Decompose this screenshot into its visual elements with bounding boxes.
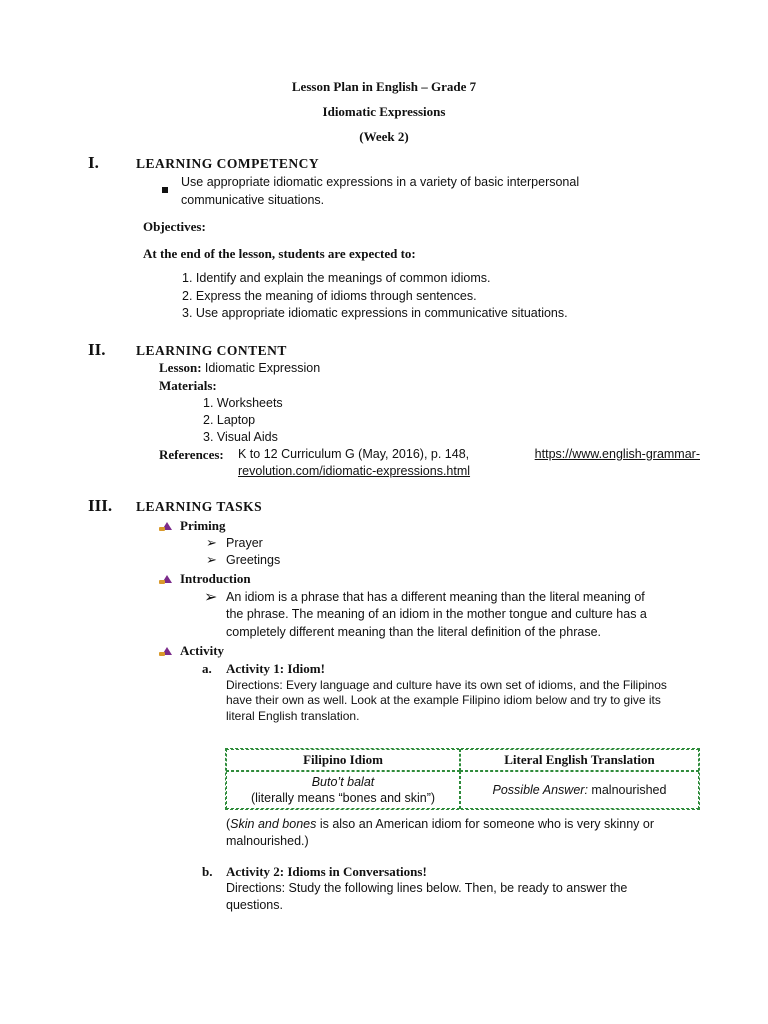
translation-cell: [460, 771, 699, 809]
references-label: References:: [159, 447, 224, 462]
note-paren: (: [226, 817, 231, 831]
table-header-literal-translation: Literal English Translation: [460, 749, 699, 771]
section-3-number: III.: [88, 496, 113, 515]
section-3-heading: LEARNING TASKS: [136, 499, 263, 514]
lesson-title: Lesson Plan in English – Grade 7: [291, 79, 477, 94]
references-text: K to 12 Curriculum G (May, 2016), p. 148,: [238, 447, 470, 461]
idiom-note: (literally means “bones and skin”): [250, 791, 436, 805]
activity-label: Activity: [180, 643, 225, 658]
priming-item: Prayer: [226, 536, 263, 550]
lesson-value: Idiomatic Expression: [204, 361, 321, 375]
references-link-continued[interactable]: revolution.com/idiomatic-expressions.html: [238, 464, 471, 478]
objectives-intro: At the end of the lesson, students are expected to:: [143, 246, 416, 261]
pin-bullet-icon: [159, 520, 170, 536]
material-item: 2. Laptop: [203, 413, 256, 427]
activity-a-directions-2: have their own as well. Look at the example Filipino idiom below and try to give its: [226, 693, 661, 707]
intro-line-1: An idiom is a phrase that has a different meaning than the literal meaning of: [226, 590, 645, 604]
pin-bullet-icon: [159, 573, 170, 589]
priming-label: Priming: [180, 518, 226, 533]
material-item: 1. Worksheets: [203, 396, 283, 410]
note-line-2: malnourished.): [226, 834, 309, 848]
lesson-row: [159, 360, 320, 376]
objectives-label: Objectives:: [143, 219, 206, 234]
materials-label: Materials:: [159, 378, 217, 393]
arrow-bullet-icon: ➢: [204, 589, 218, 606]
intro-line-3: completely different meaning than the literal definition of the phrase.: [226, 625, 601, 639]
pin-bullet-icon: [159, 645, 170, 661]
idiom-cell: [226, 771, 460, 809]
references-line-2: [238, 464, 470, 478]
activity-b-directions-2: questions.: [226, 898, 283, 912]
note-rest: is also an American idiom for someone who is very skinny or: [316, 817, 654, 831]
priming-item: Greetings: [226, 553, 281, 567]
idiom-text: Buto’t balat: [311, 775, 375, 789]
idiom-table: [225, 748, 700, 810]
lesson-topic: Idiomatic Expressions: [322, 104, 446, 119]
note-italic: Skin and bones: [230, 817, 317, 831]
activity-b-title: Activity 2: Idioms in Conversations!: [226, 864, 427, 879]
note-line-1: [226, 817, 700, 831]
lesson-week: (Week 2): [359, 129, 409, 144]
references-link[interactable]: https://www.english-grammar-: [534, 447, 700, 461]
section-2-heading: LEARNING CONTENT: [136, 343, 287, 358]
table-row: [226, 771, 699, 809]
references-line-1: [238, 447, 700, 461]
competency-line-2: communicative situations.: [181, 193, 325, 207]
objective-item: 2. Express the meaning of idioms through sentences.: [182, 289, 477, 303]
table-header-row: [226, 749, 699, 771]
lesson-label: Lesson:: [159, 360, 202, 375]
intro-line-2: the phrase. The meaning of an idiom in the mother tongue and culture has a: [226, 607, 647, 621]
answer-value: malnourished: [591, 783, 667, 797]
section-1-number: I.: [88, 153, 99, 172]
objective-item: 3. Use appropriate idiomatic expressions in communicative situations.: [182, 306, 568, 320]
activity-a-letter: a.: [202, 661, 212, 676]
square-bullet-icon: [162, 181, 168, 197]
section-1-heading: LEARNING COMPETENCY: [136, 156, 320, 171]
competency-line-1: Use appropriate idiomatic expressions in a variety of basic interpersonal: [181, 175, 580, 189]
section-2-number: II.: [88, 340, 106, 359]
arrow-bullet-icon: ➢: [206, 552, 217, 567]
activity-b-letter: b.: [202, 864, 213, 879]
activity-a-directions-1: Directions: Every language and culture have its own set of idioms, and the Filipinos: [226, 678, 667, 692]
activity-b-directions-1: Directions: Study the following lines below. Then, be ready to answer the: [226, 881, 628, 895]
answer-label: Possible Answer:: [492, 783, 588, 797]
arrow-bullet-icon: ➢: [206, 535, 217, 550]
table-header-filipino-idiom: Filipino Idiom: [226, 749, 460, 771]
objective-item: 1. Identify and explain the meanings of common idioms.: [182, 271, 491, 285]
activity-a-title: Activity 1: Idiom!: [226, 661, 325, 676]
material-item: 3. Visual Aids: [203, 430, 278, 444]
activity-a-directions-3: literal English translation.: [226, 709, 360, 723]
introduction-label: Introduction: [180, 571, 251, 586]
